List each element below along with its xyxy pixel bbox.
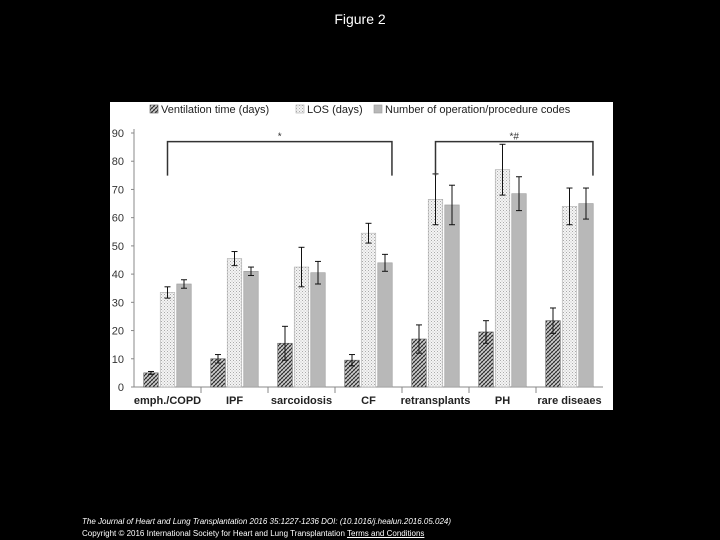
- legend-swatch: [374, 105, 382, 113]
- y-tick-label: 30: [111, 297, 124, 310]
- bar-3: [579, 204, 594, 387]
- x-tick-label: rare diseaes: [537, 395, 602, 407]
- x-tick-label: IPF: [225, 395, 244, 407]
- bar-1: [144, 373, 159, 387]
- legend-label: Number of operation/procedure codes: [385, 104, 571, 116]
- legend-swatch: [150, 105, 158, 113]
- legend-swatch: [296, 105, 304, 113]
- y-tick-label: 80: [111, 156, 124, 169]
- caption-doi: DOI: (10.1016/j.healun.2016.05.024): [321, 517, 452, 526]
- y-tick-label: 60: [111, 212, 124, 225]
- y-tick-label: 40: [111, 269, 124, 282]
- figure-caption: [82, 516, 451, 540]
- caption-journal: The Journal of Heart and Lung Transplantation 2016 35:1227-1236: [82, 517, 319, 526]
- y-tick-label: 70: [111, 184, 124, 197]
- y-tick-label: 10: [111, 353, 124, 366]
- y-tick-label: 90: [111, 128, 124, 140]
- significance-label: *#: [509, 131, 519, 143]
- significance-label: *: [277, 131, 282, 143]
- terms-link[interactable]: Terms and Conditions: [347, 529, 425, 538]
- legend-label: Ventilation time (days): [161, 104, 270, 116]
- chart-svg: [110, 102, 613, 410]
- significance-bracket: [436, 142, 593, 176]
- caption-copyright: Copyright © 2016 International Society for Heart and Lung Transplantation: [82, 529, 345, 538]
- figure-title: Figure 2: [334, 11, 386, 27]
- y-tick-label: 0: [117, 382, 124, 394]
- bar-3: [378, 263, 393, 387]
- bar-2: [361, 233, 376, 387]
- bar-2: [160, 292, 175, 387]
- bar-2: [495, 170, 510, 387]
- bar-3: [445, 205, 460, 387]
- bar-3: [311, 273, 326, 387]
- x-tick-label: sarcoidosis: [270, 395, 333, 407]
- bar-2: [227, 259, 242, 387]
- bar-3: [244, 271, 259, 387]
- bar-3: [512, 194, 527, 387]
- legend-label: LOS (days): [307, 104, 363, 116]
- x-tick-label: PH: [494, 395, 511, 407]
- y-tick-label: 50: [111, 240, 124, 253]
- bar-2: [562, 206, 577, 387]
- x-tick-label: emph./COPD: [133, 395, 202, 407]
- bar-3: [177, 284, 192, 387]
- bar-2: [428, 199, 443, 387]
- significance-bracket: [168, 142, 392, 176]
- y-tick-label: 20: [111, 325, 124, 338]
- x-tick-label: retransplants: [400, 395, 471, 407]
- x-tick-label: CF: [361, 395, 376, 407]
- bar-chart: [110, 102, 613, 410]
